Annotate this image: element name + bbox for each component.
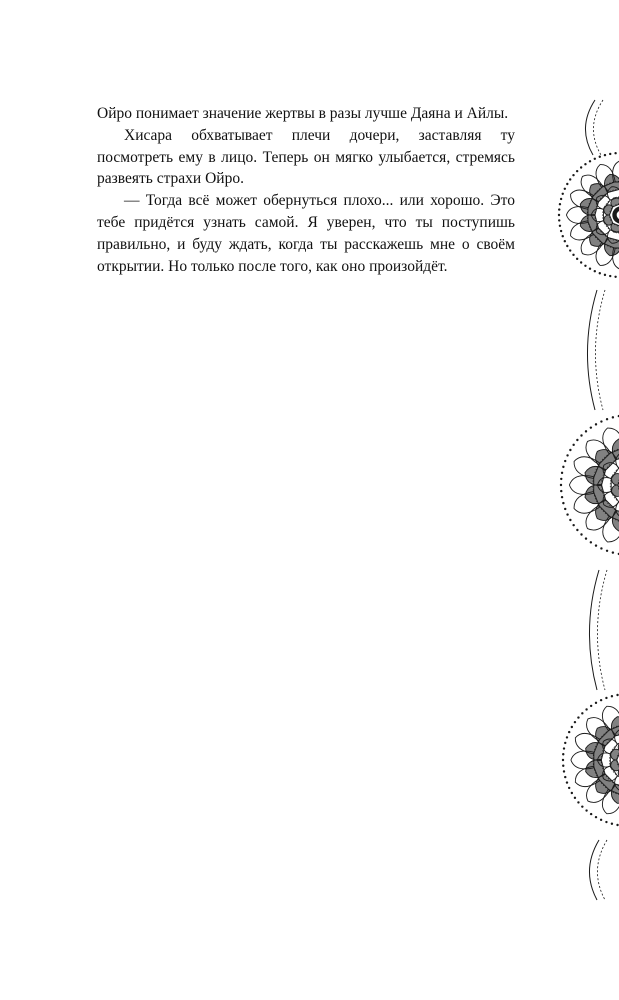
mandala-bottom [562,693,619,827]
mandala-middle [560,414,619,556]
book-text [97,103,515,277]
paragraph-1: Ойро понимает значение жертвы в разы лучше Даяна и Айлы. [97,105,509,122]
mandala-ornament-icon [529,0,619,1000]
mandala-top [558,152,619,278]
mandala-border [529,0,619,1000]
paragraph-2: Хисара обхватывает плечи дочери, заставляя ту посмотреть ему в лицо. Теперь он мягко улыбается, стремясь развеять страхи Ойро. [97,126,515,188]
paragraph-3: — Тогда всё может обернуться плохо... или хорошо. Это тебе придётся узнать самой. Я уверен, что ты поступишь правильно, и буду ждать, когда ты расскажешь мне о своём открытии. Но только после того, как оно произойдёт. [97,192,515,275]
